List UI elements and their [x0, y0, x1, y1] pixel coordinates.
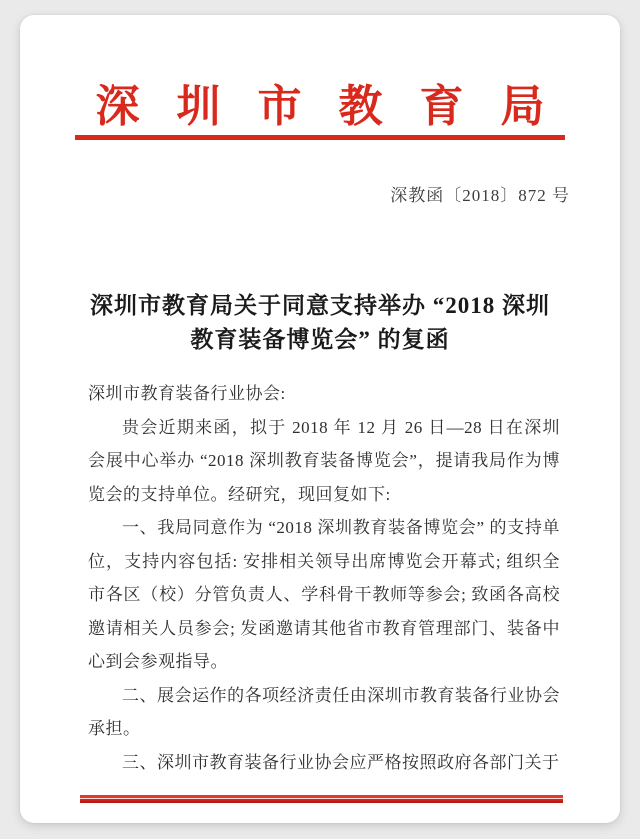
document-title-line: 教育装备博览会” 的复函 — [190, 327, 450, 352]
document-title-line: 深圳市教育局关于同意支持举办 “2018 深圳 — [90, 293, 550, 318]
header-double-rule — [75, 135, 565, 140]
body-paragraph: 二、展会运作的各项经济责任由深圳市教育装备行业协会承担。 — [88, 685, 560, 738]
document-title — [20, 289, 620, 357]
agency-name: 深圳市教育局 — [95, 82, 582, 131]
recipient-line: 深圳市教育装备行业协会: — [88, 384, 286, 403]
document-card — [20, 15, 620, 823]
footer-red-rule — [80, 795, 563, 803]
document-number: 深教函〔2018〕872 号 — [390, 186, 570, 205]
body-paragraph: 三、深圳市教育装备行业协会应严格按照政府各部门关于 — [122, 752, 560, 772]
body-paragraph: 贵会近期来函，拟于 2018 年 12 月 26 日—28 日在深圳会展中心举办 “2018 深圳教育装备博览会”，提请我局作为博览会的支持单位。经研究，现回复如下: — [88, 417, 560, 504]
document-body — [20, 377, 620, 779]
body-paragraph: 一、我局同意作为 “2018 深圳教育装备博览会” 的支持单位，支持内容包括: 安排相关领导出席博览会开幕式; 组织全市各区（校）分管负责人、学科骨干教师等参会; 致函各高校邀请相关人员参会; 发函邀请其他省市教育管理部门、装备中心到会参观指导。 — [88, 518, 560, 671]
